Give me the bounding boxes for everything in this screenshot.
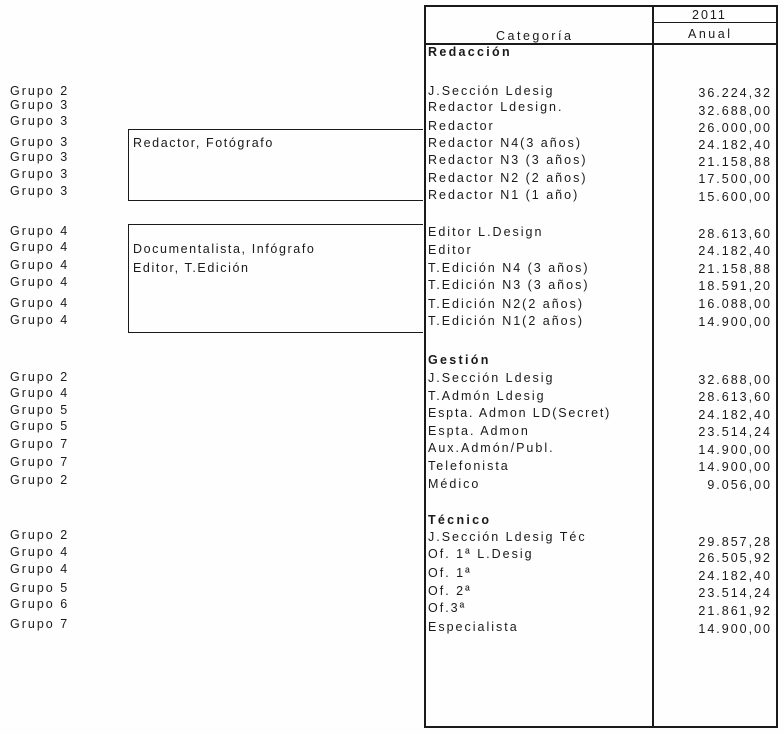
grupo-cell: Grupo 7 <box>10 437 70 451</box>
grupo-cell: Grupo 3 <box>10 150 70 164</box>
table-border-left <box>424 5 426 728</box>
anual-cell: 15.600,00 <box>698 190 772 204</box>
categoria-cell: Of. 2ª <box>428 584 472 598</box>
anual-cell: 23.514,24 <box>698 586 772 600</box>
anual-cell: 18.591,20 <box>698 279 772 293</box>
bracket-editor <box>128 224 423 333</box>
anual-cell: 14.900,00 <box>698 315 772 329</box>
categoria-cell: Of. 1ª L.Desig <box>428 547 534 561</box>
grupo-cell: Grupo 4 <box>10 275 70 289</box>
categoria-cell: T.Edición N3 (3 años) <box>428 278 590 292</box>
categoria-cell: Of.3ª <box>428 601 467 615</box>
table-border-right <box>776 5 778 728</box>
grupo-cell: Grupo 3 <box>10 184 70 198</box>
categoria-cell: Telefonista <box>428 459 510 473</box>
anual-cell: 26.505,92 <box>698 551 772 565</box>
anual-cell: 14.900,00 <box>698 443 772 457</box>
anual-cell: 24.182,40 <box>698 569 772 583</box>
anual-cell: 9.056,00 <box>707 478 772 492</box>
anual-cell: 26.000,00 <box>698 121 772 135</box>
anual-cell: 14.900,00 <box>698 460 772 474</box>
bracket-label-editor: Editor, T.Edición <box>133 261 250 275</box>
categoria-cell: Redactor <box>428 119 495 133</box>
column-divider <box>652 5 654 728</box>
table-border-bottom <box>424 726 778 728</box>
header-year: 2011 <box>692 8 727 22</box>
grupo-cell: Grupo 2 <box>10 84 70 98</box>
categoria-cell: Espta. Admon LD(Secret) <box>428 406 612 420</box>
bracket-label-redactor: Redactor, Fotógrafo <box>133 136 274 150</box>
categoria-cell: T.Edición N2(2 años) <box>428 297 585 311</box>
grupo-cell: Grupo 5 <box>10 581 70 595</box>
categoria-cell: T.Edición N1(2 años) <box>428 314 585 328</box>
categoria-cell: T.Edición N4 (3 años) <box>428 261 590 275</box>
grupo-cell: Grupo 2 <box>10 473 70 487</box>
grupo-cell: Grupo 4 <box>10 224 70 238</box>
section-title-gestion: Gestión <box>428 353 491 367</box>
grupo-cell: Grupo 7 <box>10 455 70 469</box>
grupo-cell: Grupo 3 <box>10 135 70 149</box>
anual-cell: 14.900,00 <box>698 622 772 636</box>
grupo-cell: Grupo 3 <box>10 98 70 112</box>
grupo-cell: Grupo 2 <box>10 528 70 542</box>
grupo-cell: Grupo 4 <box>10 313 70 327</box>
anual-cell: 21.158,88 <box>698 262 772 276</box>
categoria-cell: T.Admón Ldesig <box>428 389 546 403</box>
categoria-cell: Especialista <box>428 620 519 634</box>
anual-cell: 17.500,00 <box>698 172 772 186</box>
grupo-cell: Grupo 4 <box>10 386 70 400</box>
grupo-cell: Grupo 2 <box>10 370 70 384</box>
year-underline <box>654 22 776 23</box>
categoria-cell: Redactor N1 (1 año) <box>428 188 580 202</box>
anual-cell: 29.857,28 <box>698 535 772 549</box>
categoria-cell: Aux.Admón/Publ. <box>428 441 555 455</box>
categoria-cell: Redactor N4(3 años) <box>428 136 583 150</box>
categoria-cell: Médico <box>428 477 481 491</box>
categoria-cell: J.Sección Ldesig <box>428 84 555 98</box>
grupo-cell: Grupo 4 <box>10 296 70 310</box>
bracket-label-documentalista: Documentalista, Infógrafo <box>133 242 316 256</box>
anual-cell: 24.182,40 <box>698 244 772 258</box>
categoria-cell: Redactor N3 (3 años) <box>428 153 588 167</box>
grupo-cell: Grupo 4 <box>10 258 70 272</box>
grupo-cell: Grupo 3 <box>10 167 70 181</box>
table-border-top <box>424 5 778 7</box>
grupo-cell: Grupo 3 <box>10 114 70 128</box>
grupo-cell: Grupo 4 <box>10 562 70 576</box>
anual-cell: 21.158,88 <box>698 155 772 169</box>
categoria-cell: Redactor N2 (2 años) <box>428 171 588 185</box>
header-anual: Anual <box>688 27 733 41</box>
categoria-cell: Editor L.Design <box>428 225 544 239</box>
categoria-cell: J.Sección Ldesig Téc <box>428 530 587 544</box>
header-categoria: Categoría <box>496 29 574 43</box>
grupo-cell: Grupo 5 <box>10 419 70 433</box>
anual-cell: 32.688,00 <box>698 373 772 387</box>
categoria-cell: Redactor Ldesign. <box>428 100 564 114</box>
section-title-tecnico: Técnico <box>428 513 492 527</box>
anual-cell: 21.861,92 <box>698 604 772 618</box>
anual-cell: 28.613,60 <box>698 227 772 241</box>
grupo-cell: Grupo 4 <box>10 545 70 559</box>
grupo-cell: Grupo 4 <box>10 240 70 254</box>
grupo-cell: Grupo 6 <box>10 597 70 611</box>
categoria-cell: Espta. Admon <box>428 424 530 438</box>
grupo-cell: Grupo 7 <box>10 617 70 631</box>
categoria-cell: Editor <box>428 243 473 257</box>
categoria-cell: J.Sección Ldesig <box>428 371 555 385</box>
grupo-cell: Grupo 5 <box>10 403 70 417</box>
anual-cell: 24.182,40 <box>698 408 772 422</box>
categoria-cell: Of. 1ª <box>428 566 472 580</box>
anual-cell: 28.613,60 <box>698 390 772 404</box>
anual-cell: 32.688,00 <box>698 104 772 118</box>
anual-cell: 24.182,40 <box>698 138 772 152</box>
anual-cell: 16.088,00 <box>698 297 772 311</box>
section-title-redaccion: Redacción <box>428 45 512 59</box>
anual-cell: 23.514,24 <box>698 425 772 439</box>
anual-cell: 36.224,32 <box>698 86 772 100</box>
